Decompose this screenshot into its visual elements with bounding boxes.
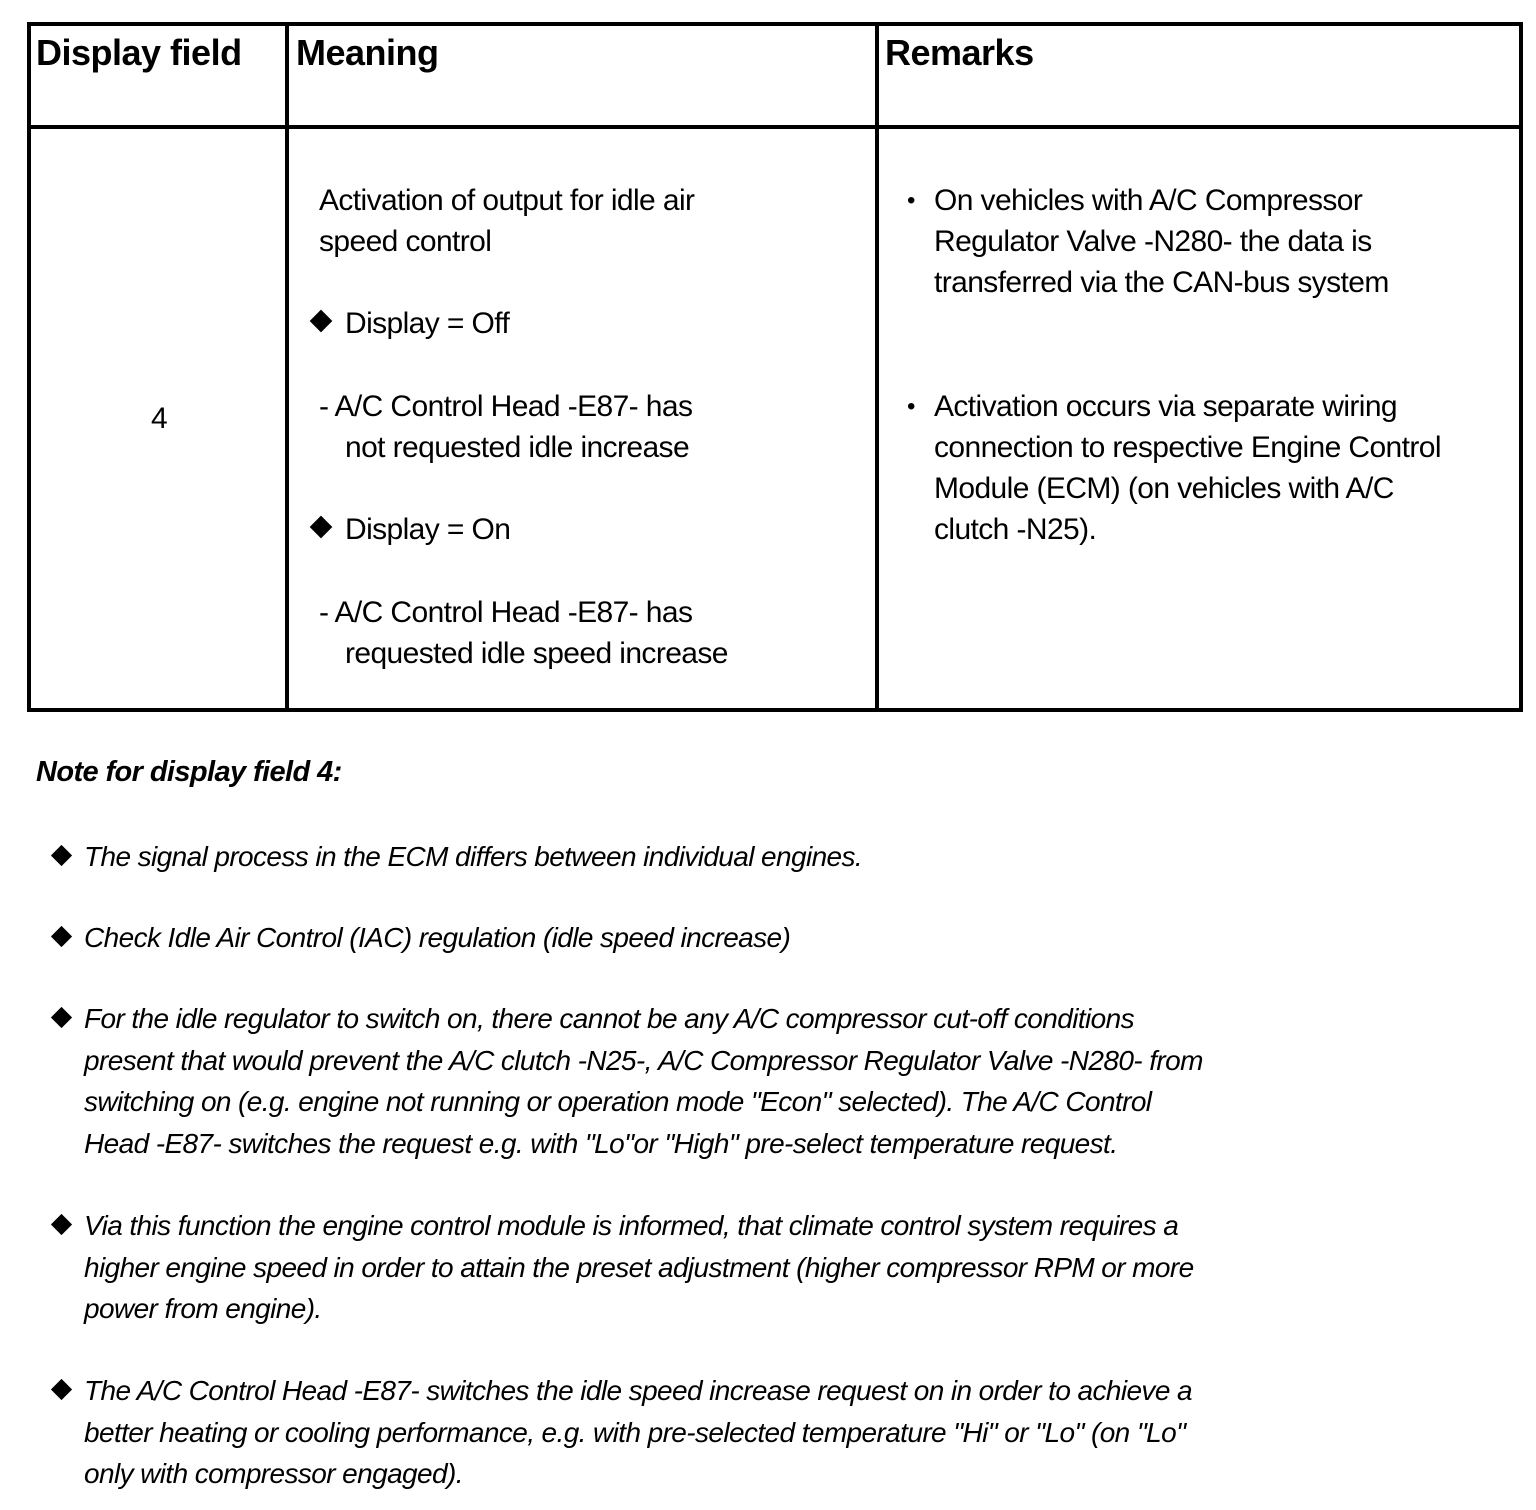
header-display-field: Display field [36,32,242,73]
remark-item [907,180,1389,303]
diamond-bullet-icon [310,310,333,333]
note-line: The A/C Control Head -E87- switches the idle speed increase request on in order to achieve a [84,1375,1192,1406]
diamond-bullet-icon [51,1214,72,1235]
remark-item [907,386,1441,550]
bullet-dot-icon: • [907,187,915,214]
diamond-bullet-icon [51,926,72,947]
note-line: only with compressor engaged). [84,1458,463,1489]
note-line: switching on (e.g. engine not running or operation mode "Econ" selected). The A/C Control [84,1086,1152,1117]
meaning-intro-line: Activation of output for idle air [319,184,695,217]
remark-line: clutch -N25). [934,513,1097,546]
detail-line: requested idle speed increase [345,637,728,670]
display-on-label: Display = On [345,513,511,546]
header-divider [31,125,1519,129]
diamond-bullet-icon [51,845,72,866]
note-line: Check Idle Air Control (IAC) regulation (idle speed increase) [84,922,791,953]
note-line: better heating or cooling performance, e.g. with pre-selected temperature "Hi" or "Lo" (on "Lo" [84,1416,1186,1448]
display-off-label: Display = Off [345,307,510,340]
note-line: power from engine). [84,1293,322,1324]
notes-title: Note for display field 4: [36,756,342,788]
note-line: The signal process in the ECM differs between individual engines. [84,841,863,872]
remark-line: Module (ECM) (on vehicles with A/C [934,472,1394,505]
meaning-intro [319,180,694,262]
note-line: Via this function the engine control module is informed, that climate control system requires a [84,1210,1179,1241]
note-line: For the idle regulator to switch on, there cannot be any A/C compressor cut-off conditions [84,1003,1134,1034]
remark-line: Regulator Valve -N280- the data is [934,225,1372,258]
display-field-table [27,22,1523,712]
bullet-dot-icon: • [907,393,915,420]
note-line: higher engine speed in order to attain the preset adjustment (higher compressor RPM or more [84,1251,1194,1283]
remark-line: transferred via the CAN-bus system [934,266,1389,299]
diamond-bullet-icon [51,1379,72,1400]
remark-line: connection to respective Engine Control [934,431,1441,464]
note-line: present that would prevent the A/C clutch -N25-, A/C Compressor Regulator Valve -N280- from [84,1044,1203,1076]
display-off-detail [319,386,692,468]
display-field-number: 4 [151,402,168,435]
detail-line: not requested idle increase [345,431,690,464]
diamond-bullet-icon [310,516,333,539]
display-on-item [313,509,510,550]
header-remarks: Remarks [885,32,1034,73]
display-on-detail [319,592,728,674]
note-line: Head -E87- switches the request e.g. with "Lo"or "High" pre-select temperature request. [84,1127,1118,1159]
display-off-item [313,303,509,344]
diamond-bullet-icon [51,1007,72,1028]
remark-line: On vehicles with A/C Compressor [934,184,1363,217]
remark-line: Activation occurs via separate wiring [934,390,1398,423]
detail-line: - A/C Control Head -E87- has [319,596,693,629]
meaning-intro-line: speed control [319,225,492,258]
detail-line: - A/C Control Head -E87- has [319,390,693,423]
header-meaning: Meaning [296,32,439,73]
